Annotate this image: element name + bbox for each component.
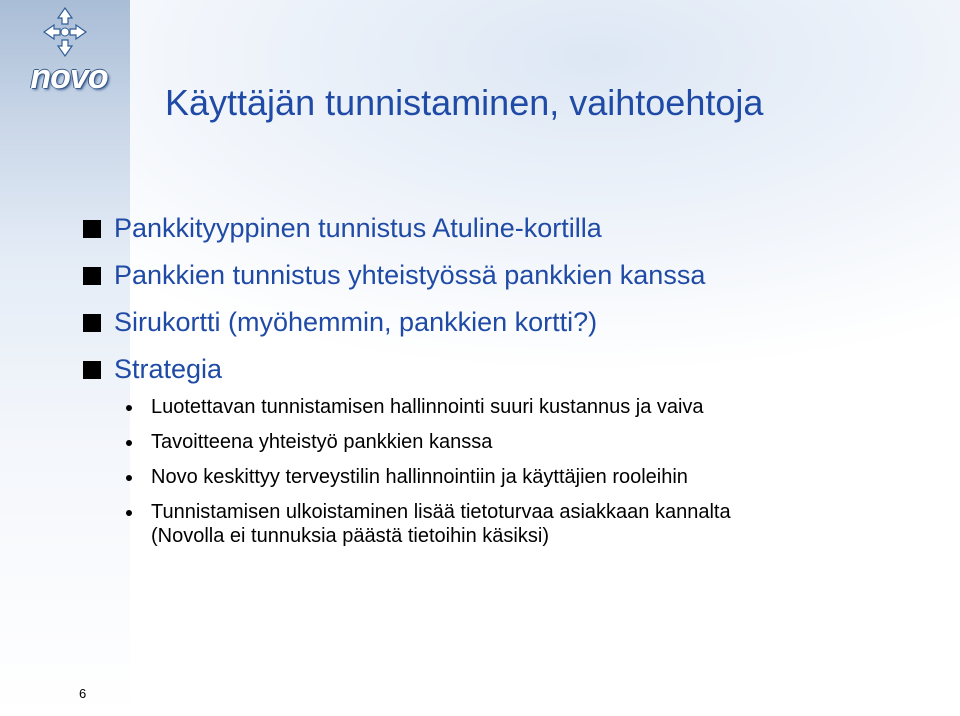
bullet-item [83,299,943,346]
logo-wordmark: novo [30,58,108,96]
dot-bullet-icon [126,510,132,516]
sub-bullet-text [151,395,704,419]
bullet-text: Pankkityyppinen tunnistus Atuline-kortilla [114,213,602,243]
square-bullet-icon [83,220,101,238]
dot-bullet-icon [126,405,132,411]
sub-bullet-line: Tunnistamisen ulkoistaminen lisää tietoturvaa asiakkaan kannalta [151,501,731,523]
bullet-text: Pankkien tunnistus yhteistyössä pankkien kanssa [114,260,706,290]
bullet-list [83,205,943,559]
bullet-item [83,346,943,393]
slide-title: Käyttäjän tunnistaminen, vaihtoehtoja [165,82,764,123]
dot-bullet-icon [126,475,132,481]
sub-bullet-text [151,465,688,489]
sub-bullet-line: Tavoitteena yhteistyö pankkien kanssa [151,431,493,453]
bullet-item [83,205,943,252]
square-bullet-icon [83,314,101,332]
sub-bullet-line: Luotettavan tunnistamisen hallinnointi suuri kustannus ja vaiva [151,396,704,418]
novo-logo [6,4,124,112]
bullet-text: Strategia [114,354,223,384]
sub-bullet-item [126,465,943,489]
bullet-item [83,252,943,299]
sub-bullet-list [83,395,943,548]
sub-bullet-text [151,430,492,454]
sub-bullet-item [126,430,943,454]
page-number: 6 [79,686,87,701]
sub-bullet-text [151,500,731,548]
sub-bullet-line: Novo keskittyy terveystilin hallinnointiin ja käyttäjien rooleihin [151,466,688,488]
square-bullet-icon [83,361,101,379]
bullet-text: Sirukortti (myöhemmin, pankkien kortti?) [114,307,598,337]
sub-bullet-item [126,395,943,419]
sub-bullet-line: (Novolla ei tunnuksia päästä tietoihin käsiksi) [151,525,549,547]
diamond-arrows-icon [6,4,124,64]
square-bullet-icon [83,267,101,285]
sub-bullet-item [126,500,943,548]
dot-bullet-icon [126,440,132,446]
